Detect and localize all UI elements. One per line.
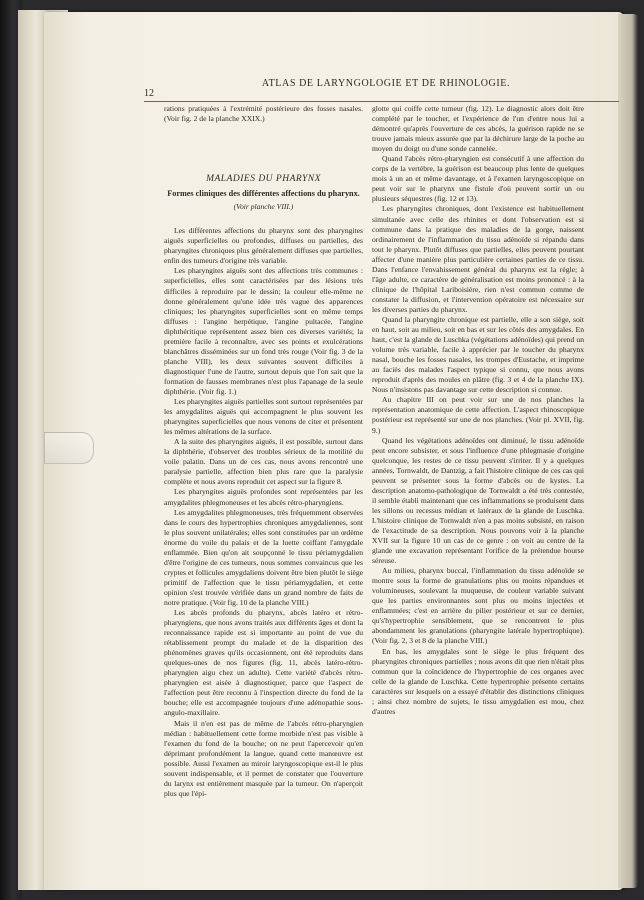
- paragraph: Les pharyngites aiguës sont des affections très communes : superficielles, elles sont caractérisées par des lésions très difficiles à reproduire par le dessin; la couleur elle-même ne donne généralement qu'une idée très vague des apparences cliniques; les pharyngites superficielles sont en même temps diffuses : l'angine herpétique, l'angine pultacée, l'angine diphthéritique représentent assez bien ces diverses variétés; la première facile à reconnaître, avec ses points et exulcérations blanchâtres disséminées sur un fond très rouge (Voir fig. 3 de la planche VIII), les deux suivantes souvent difficiles à diagnostiquer l'une de l'autre, surtout depuis que l'on sait que la formation de fausses membranes n'est plus l'apanage de la seule diphthérie. (Voir fig. 1.): [164, 266, 363, 396]
- section-title: MALADIES DU PHARYNX: [206, 174, 321, 185]
- page-number: 12: [144, 88, 154, 99]
- paragraph: Quand la pharyngite chronique est partielle, elle a son siège, soit en haut, soit au milieu, soit en bas et sur les côtés des amygdales. En haut, c'est la glande de Luschka (végétations adénoïdes) qui prend un volume très variable, facile à apprécier par le toucher du pharynx nasal, bouche les fosses nasales, les trompes d'Eustache, et imprime au faciès des malades l'aspect typique si connu, que nous avons reproduit d'après des moules en plâtre (fig. 3 et 4 de la planche IX). Nous n'insistons pas davantage sur cette description si connue.: [372, 314, 584, 395]
- paragraph: Les pharyngites aiguës partielles sont surtout représentées par les amygdalites aiguës qui accompagnent le plus souvent les pharyngites superficielles que nous venons de citer et présentent les mêmes altérations de la surface.: [164, 397, 363, 437]
- paragraph: Au milieu, pharynx buccal, l'inflammation du tissu adénoïde se montre sous la forme de granulations plus ou moins répandues et volumineuses, soulevant la muqueuse, de couleur variable suivant que les parties environnantes sont plus ou moins injectées et enflammées; c'est en arrière du pilier postérieur et sur ce dernier, qu's'hypertrophie sensiblement, que se rencontrent le plus abondamment les granulations (pharyngite latérale hypertrophique). (Voir fig. 2, 3 et 8 de la planche VIII.): [372, 566, 584, 646]
- page-edge: [618, 14, 638, 888]
- intro-paragraph: rations pratiquées à l'extrémité postérieure des fosses nasales. (Voir fig. 2 de la planche XXIX.): [164, 104, 363, 124]
- section-subtitle: Formes cliniques des différentes affections du pharynx.: [167, 189, 360, 199]
- left-column: [164, 104, 363, 799]
- paragraph: Quand les végétations adénoïdes ont diminué, le tissu adénoïde peut encore subsister, et sous l'influence d'une phlegmasie d'origine quelconque, les restes de ce tissu peuvent s'irriter. Il y a quelques années, Tornwaldt, de Dantzig, a fait l'histoire clinique de ces cas qui peuvent se présenter sous la forme d'abcès ou de kystes. La description anatomo-pathologique de Tornwaldt a été très contestée, il semble établi maintenant que ces inflammations se produisent dans les sillons ou recessus médian et latéraux de la glande de Luschka. L'histoire clinique de Tornwaldt n'en a pas moins subsisté, en raison de l'exactitude de sa description. Nous pouvons voir à la planche XVII sur la figure 10 un cas de ce genre : on voit au centre de la glande une excavation représentant l'orifice de la prétendue bourse séreuse.: [372, 435, 584, 566]
- paragraph: Les pharyngites aiguës profondes sont représentées par les amygdalites phlegmoneuses et les abcès rétro-pharyngiens.: [164, 487, 363, 507]
- paragraph: Quand l'abcès rétro-pharyngien est consécutif à une affection du corps de la vertèbre, la guérison est beaucoup plus lente de quelques mois à un an et même davantage, et à l'examen laryngoscopique on peut voir sur le pharynx une fistule d'où peuvent sortir un ou plusieurs séquestres (fig. 12 et 13).: [372, 154, 584, 204]
- paragraph: Les abcès profonds du pharynx, abcès latéro et rétro-pharyngiens, que nous avons traités aux différents âges et dont la reconnaissance rapide est si importante au point de vue du rétablissement prompt du malade et de la disparition des phénomènes graves qu'ils occasionnent, ont été reproduits dans quelques-unes de nos figures (fig. 11, abcès latéro-rétro-pharyngien aigu chez un adulte). Cette variété d'abcès rétro-pharyngien est aisée à diagnostiquer, parce que l'aspect de l'affection peut être reconnu à l'inspection directe du fond de la bouche; elle est accompagnée toujours d'une adénopathie sous-angulo-maxillaire.: [164, 608, 363, 718]
- right-column: [372, 104, 584, 717]
- paragraph: En bas, les amygdales sont le siège le plus fréquent des pharyngites chroniques partielles ; nous avons dit que rien n'était plus commun que la coïncidence de l'hypertrophie de ces organes avec celle de la glande de Luschka. Cette hypertrophie présente certains caractères sur lesquels on a essayé d'établir des distinctions cliniques ; ainsi chez nombre de sujets, le tissu amygdalien est mou, chez d'autres: [372, 646, 584, 716]
- paragraph: glotte qui coiffe cette tumeur (fig. 12). Le diagnostic alors doit être complété par le toucher, et l'expérience de l'un d'entre nous lui a démontré qu'après l'ouverture de ces abcès, la guérison rapide ne se trouve jamais mieux assurée que par la déchirure large de la poche au moyen du doigt ou d'une sonde cannelée.: [372, 104, 584, 154]
- section-reference: (Voir planche VIII.): [233, 202, 294, 212]
- paragraph: Les pharyngites chroniques, dont l'existence est habituellement simultanée avec celle des rhinites et dont l'observation est si commune dans la pratique des maladies de la gorge, naissent ordinairement de l'inflammation du tissu adénoïde si répandu dans tout le pharynx. Plutôt diffuses que partielles, elles peuvent pourtant affecter d'une manière plus particulière certaines parties de ce tissu. Dans l'enfance l'envahissement général du pharynx est la règle; à l'âge adulte, ce caractère de généralisation est moins prononcé : à la clinique de l'hôpital Lariboisière, rien n'est commun comme de constater la diffusion, et l'intervention opératoire est nécessaire sur les diverses parties du pharynx.: [372, 204, 584, 314]
- paragraph: A la suite des pharyngites aiguës, il est possible, surtout dans la diphthérie, d'observer des troubles sérieux de la motilité du voile palatin. Dans un de ces cas, nous avons rencontré une paralysie partielle, affection bien plus rare que la paralysie complète et nous avons reproduit cet aspect sur la figure 8.: [164, 437, 363, 487]
- header-rule: [144, 101, 619, 102]
- paragraph: Mais il n'en est pas de même de l'abcès rétro-pharyngien médian : habituellement cette forme morbide n'est pas visible à l'examen du fond de la bouche; on ne peut l'apercevoir qu'en déprimant profondément la langue, quand cette manœuvre est possible. Aussi l'examen au miroir laryngoscopique est-il le plus souvent indispensable, et il permet de constater que l'ouverture du larynx est entièrement masquée par la tumeur. On n'aperçoit plus que l'épi-: [164, 718, 363, 798]
- paragraph: Les amygdalites phlegmoneuses, très fréquemment observées dans le cours des hypertrophies chroniques amygdaliennes, sont le plus souvent unilatérales; elles sont constituées par un œdème énorme du voile du palais et de la luette coiffant l'amygdale enflammée. Bien qu'on ait soupçonné le tissu périamygdalien d'être l'origine de ces tumeurs, nous sommes convaincus que les cryptes et follicules amygdaliens doivent être bien plutôt le siège primitif de l'affection que le tissu périamygdalien, et cette opinion s'est trouvée vérifiée dans un grand nombre de faits de notre pratique. (Voir fig. 10 de la planche VIII.): [164, 507, 363, 607]
- paragraph: Au chapitre III on peut voir sur une de nos planches la représentation anatomique de cette affection. L'aspect rhinoscopique postérieur est représenté sur une de nos planches. (Voir pl. XVII, fig. 9.): [372, 395, 584, 435]
- page-tab: [44, 432, 94, 464]
- running-head-text: ATLAS DE LARYNGOLOGIE ET DE RHINOLOGIE.: [261, 78, 511, 89]
- paragraph: Les différentes affections du pharynx sont des pharyngites aiguës superficielles ou profondes, diffuses ou partielles, des pharyngites chroniques plus généralement diffuses que partielles, enfin des tumeurs d'origine très variable.: [164, 226, 363, 266]
- running-head: [146, 78, 626, 89]
